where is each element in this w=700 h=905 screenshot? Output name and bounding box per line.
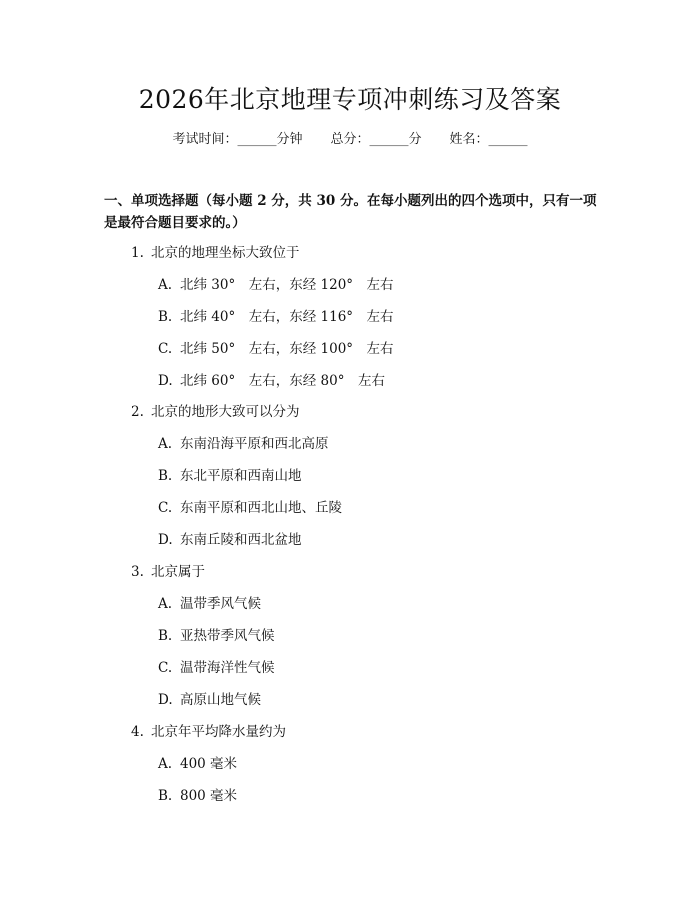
option-text: 北纬 50° 左右，东经 100° 左右	[180, 341, 394, 357]
question-3-option-a	[158, 594, 261, 614]
name-label: 姓名：	[449, 132, 489, 147]
option-letter: C.	[158, 660, 173, 676]
option-text: 东南沿海平原和西北高原	[180, 436, 329, 452]
name-blank: ______	[488, 132, 528, 147]
option-letter: B.	[158, 788, 173, 804]
score-label: 总分：	[330, 132, 370, 147]
question-text: 北京的地理坐标大致位于	[151, 245, 300, 261]
option-letter: C.	[158, 500, 173, 516]
exam-meta	[0, 131, 700, 149]
option-letter: A.	[158, 436, 173, 452]
question-number: 3.	[131, 564, 144, 580]
score-blank: ______	[369, 132, 409, 147]
option-letter: C.	[158, 341, 173, 357]
score-unit: 分	[408, 132, 422, 147]
option-text: 北纬 60° 左右，东经 80° 左右	[180, 373, 385, 389]
question-text: 北京属于	[151, 564, 205, 580]
question-4-option-b	[158, 786, 237, 806]
option-letter: B.	[158, 468, 173, 484]
option-letter: D.	[158, 373, 173, 389]
question-3	[131, 562, 205, 582]
question-1-option-d	[158, 371, 385, 391]
question-text: 北京年平均降水量约为	[151, 724, 286, 740]
time-blank: ______	[237, 132, 277, 147]
question-1	[131, 243, 300, 263]
option-letter: A.	[158, 756, 173, 772]
option-text: 东北平原和西南山地	[180, 468, 302, 484]
option-text: 800 毫米	[180, 788, 238, 804]
question-2-option-c	[158, 498, 342, 518]
option-text: 亚热带季风气候	[180, 628, 275, 644]
question-1-option-b	[158, 307, 394, 327]
question-1-option-a	[158, 275, 394, 295]
page-title: 2026年北京地理专项冲刺练习及答案	[138, 85, 562, 114]
option-text: 400 毫米	[180, 756, 238, 772]
option-letter: A.	[158, 596, 173, 612]
option-text: 东南平原和西北山地、丘陵	[180, 500, 342, 516]
option-text: 温带海洋性气候	[180, 660, 275, 676]
question-text: 北京的地形大致可以分为	[151, 404, 300, 420]
question-number: 4.	[131, 724, 144, 740]
option-letter: D.	[158, 532, 173, 548]
option-text: 高原山地气候	[180, 692, 261, 708]
option-letter: D.	[158, 692, 173, 708]
question-1-option-c	[158, 339, 394, 359]
option-text: 北纬 40° 左右，东经 116° 左右	[180, 309, 394, 325]
question-4	[131, 722, 286, 742]
option-text: 北纬 30° 左右，东经 120° 左右	[180, 277, 394, 293]
option-letter: B.	[158, 309, 173, 325]
question-4-option-a	[158, 754, 237, 774]
section-heading	[104, 190, 604, 234]
question-3-option-c	[158, 658, 275, 678]
question-3-option-d	[158, 690, 261, 710]
time-unit: 分钟	[276, 132, 303, 147]
question-2-option-a	[158, 434, 329, 454]
question-2	[131, 402, 300, 422]
question-3-option-b	[158, 626, 275, 646]
question-number: 1.	[131, 245, 144, 261]
option-text: 东南丘陵和西北盆地	[180, 532, 302, 548]
question-number: 2.	[131, 404, 144, 420]
option-text: 温带季风气候	[180, 596, 261, 612]
question-2-option-b	[158, 466, 302, 486]
option-letter: B.	[158, 628, 173, 644]
section-heading-line-1: 一、单项选择题（每小题 2 分，共 30 分。在每小题列出的四个选项中，只有一项	[104, 193, 597, 209]
option-letter: A.	[158, 277, 173, 293]
question-2-option-d	[158, 530, 302, 550]
time-label: 考试时间：	[172, 132, 238, 147]
section-heading-line-2: 是最符合题目要求的。）	[104, 215, 246, 231]
